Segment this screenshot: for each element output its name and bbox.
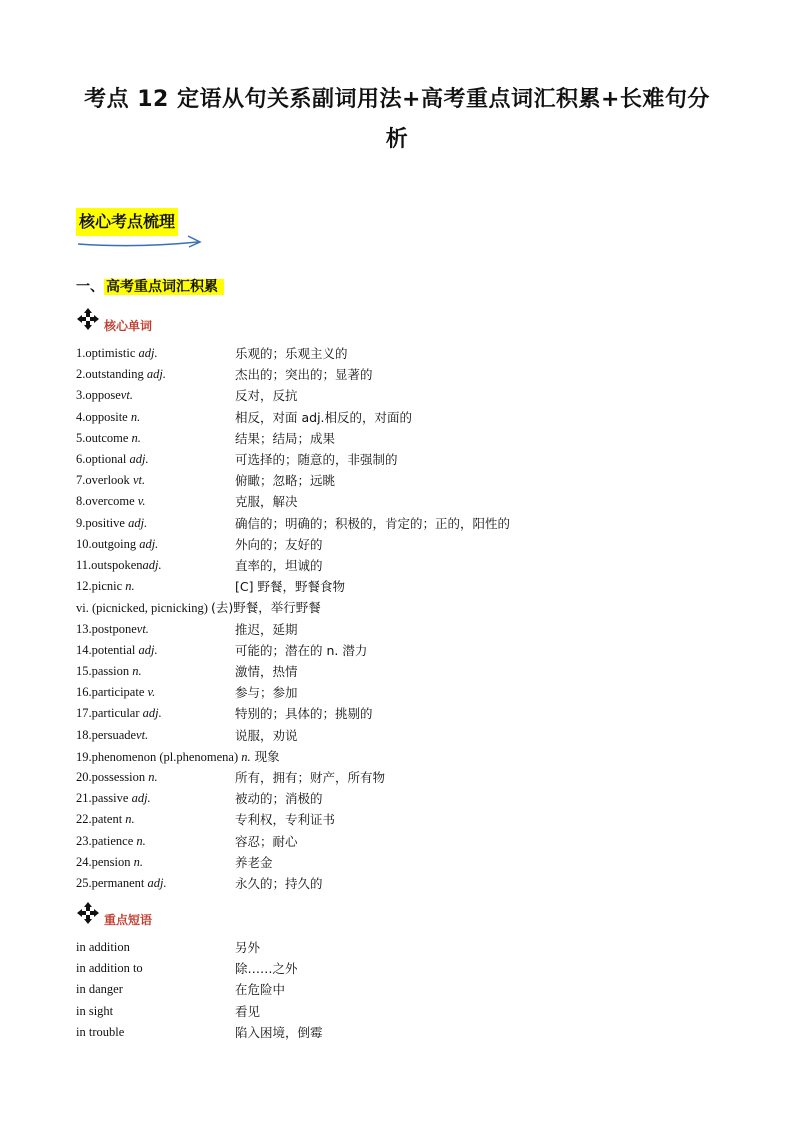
vocab-word — [76, 767, 158, 788]
phrase-text: in sight — [76, 1003, 114, 1018]
vocab-word — [76, 750, 251, 764]
vocab-word-text: 14.potential — [76, 642, 139, 657]
vocab-word — [76, 873, 167, 894]
part-of-speech: n. — [130, 409, 141, 424]
vocab-word — [76, 534, 158, 555]
part-of-speech: n. — [131, 430, 141, 445]
vocab-word — [76, 852, 143, 873]
vocab-word-text: 23.patience — [76, 833, 137, 848]
part-of-speech: n. — [133, 854, 144, 869]
vocab-word-text: 25.permanent — [76, 876, 148, 890]
part-of-speech: v. — [147, 685, 156, 700]
vocab-meaning: 参与；参加 — [235, 685, 298, 701]
vocab-meaning: 被动的；消极的 — [235, 791, 323, 807]
section-heading — [76, 276, 224, 298]
vocab-word-text: 11.outspoken — [76, 558, 143, 572]
badge-label: 核心考点梳理 — [76, 208, 178, 236]
vocab-meaning: 乐观的；乐观主义的 — [235, 346, 348, 361]
vocab-word-text: 2.outstanding — [76, 367, 147, 382]
vocab-word — [76, 601, 211, 615]
part-of-speech: n. — [132, 664, 142, 678]
vocab-word — [76, 385, 133, 406]
vocab-word — [76, 576, 135, 597]
vocab-word-text: 7.overlook — [76, 473, 133, 488]
part-of-speech: n. — [136, 833, 146, 848]
vocab-meaning: 容忍；耐心 — [235, 833, 298, 849]
vocab-heading-label: 核心单词 — [104, 318, 153, 333]
vocab-meaning: 可能的；潜在的 n. 潜力 — [235, 642, 368, 658]
vocab-meaning: 克服，解决 — [235, 494, 298, 510]
vocab-word-text: 16.participate — [76, 685, 148, 700]
vocab-word-text: 13.postpone — [76, 621, 137, 636]
part-of-speech: v. — [137, 494, 146, 509]
vocab-word — [76, 809, 135, 830]
vocab-word-text: 21.passive — [76, 791, 132, 806]
vocab-word — [76, 343, 158, 364]
vocab-row — [76, 746, 280, 767]
vocab-word — [76, 364, 166, 385]
part-of-speech: n. — [148, 770, 158, 784]
title-line-1: 考点 12 定语从句关系副词用法+高考重点词汇积累+长难句分 — [84, 87, 710, 112]
vocab-word-text: 17.particular — [76, 706, 143, 721]
vocab-meaning: 确信的；明确的；积极的，肯定的；正的，阳性的 — [235, 515, 511, 531]
vocab-word-text: 5.outcome — [76, 430, 132, 445]
vocab-word — [76, 555, 162, 576]
vocab-word — [76, 703, 162, 724]
part-of-speech: adj. — [129, 452, 149, 466]
phrase-meaning: 除……之外 — [235, 961, 298, 977]
vocab-word — [76, 407, 140, 428]
vocab-word-text: 20.possession — [76, 770, 149, 784]
vocab-subheading — [76, 306, 152, 332]
vocab-word — [76, 640, 158, 661]
core-points-badge — [76, 208, 206, 248]
section-prefix: 一、 — [76, 279, 104, 295]
vocab-word-text: 19.phenomenon (pl.phenomena) — [76, 749, 242, 764]
part-of-speech: n. — [125, 579, 135, 594]
part-of-speech: vt. — [120, 388, 133, 403]
part-of-speech: adj. — [138, 346, 158, 360]
part-of-speech: adj. — [131, 791, 151, 806]
vocab-word-text: 1.optimistic — [76, 346, 139, 360]
vocab-meaning: 专利权，专利证书 — [235, 812, 336, 828]
part-of-speech: adj. — [139, 536, 159, 551]
vocab-meaning: 杰出的；突出的；显著的 — [235, 367, 373, 383]
phrase-text: in trouble — [76, 1024, 125, 1039]
vocab-meaning: 特别的；具体的；挑剔的 — [235, 706, 373, 722]
part-of-speech: adj. — [146, 367, 166, 382]
vocab-word-text: 22.patent — [76, 812, 126, 827]
vocab-word — [76, 470, 145, 491]
vocab-meaning: 现象 — [250, 748, 280, 764]
part-of-speech: vt. — [132, 473, 146, 488]
vocab-word-text: 10.outgoing — [76, 536, 140, 551]
phrase-meaning: 陷入困境，倒霉 — [235, 1024, 323, 1040]
vocab-word — [76, 513, 147, 534]
part-of-speech: adj. — [142, 558, 162, 572]
vocab-word — [76, 449, 149, 470]
vocab-word — [76, 725, 148, 746]
vocab-meaning: 外向的；友好的 — [235, 536, 323, 552]
vocab-word — [76, 661, 142, 682]
vocab-word — [76, 619, 149, 640]
vocab-meaning: 相反，对面 adj.相反的，对面的 — [235, 409, 413, 425]
phrase-text: in addition to — [76, 961, 143, 976]
vocab-meaning: 推迟，延期 — [235, 621, 298, 637]
phrase-text: in addition — [76, 940, 130, 954]
part-of-speech: n. — [125, 812, 135, 827]
vocab-meaning: 养老金 — [235, 854, 273, 870]
vocab-word — [76, 491, 146, 512]
vocab-word-text: vi. (picnicked, picnicking) — [76, 601, 212, 616]
diamond-arrows-icon — [76, 901, 100, 925]
vocab-meaning: 俯瞰；忽略；远眺 — [235, 473, 336, 489]
part-of-speech: vt. — [136, 727, 149, 742]
vocab-word-text: 6.optional — [76, 452, 130, 466]
vocab-meaning: 直率的，坦诚的 — [235, 558, 323, 573]
section-label: 高考重点词汇积累 — [104, 279, 224, 295]
phrase-heading-label: 重点短语 — [104, 912, 153, 927]
vocab-word — [76, 428, 141, 449]
vocab-meaning: 激情，热情 — [235, 664, 298, 679]
vocab-row — [76, 597, 321, 618]
vocab-word-text: 3.oppose — [76, 388, 121, 403]
vocab-meaning: 反对，反抗 — [235, 388, 298, 404]
part-of-speech: adj. — [147, 876, 167, 890]
vocab-meaning: [C] 野餐，野餐食物 — [235, 579, 345, 595]
vocab-word-text: 9.positive — [76, 515, 129, 530]
vocab-word-text: 15.passion — [76, 664, 133, 678]
part-of-speech: vt. — [136, 621, 149, 636]
vocab-meaning: 结果；结局；成果 — [235, 430, 336, 446]
vocab-meaning: 永久的；持久的 — [235, 876, 323, 891]
part-of-speech: adj. — [138, 642, 158, 657]
vocab-word-text: 4.opposite — [76, 409, 131, 424]
title-line-2: 析 — [385, 127, 409, 152]
phrase-meaning: 另外 — [235, 940, 261, 955]
phrase-meaning: 看见 — [235, 1003, 261, 1019]
vocab-word-text: 12.picnic — [76, 579, 126, 594]
vocab-word-text: 24.pension — [76, 854, 134, 869]
phrase-subheading — [76, 900, 152, 926]
vocab-word — [76, 682, 155, 703]
phrase-meaning: 在危险中 — [235, 982, 286, 998]
vocab-meaning: 可选择的；随意的，非强制的 — [235, 452, 398, 467]
vocab-word-text: 18.persuade — [76, 727, 137, 742]
part-of-speech: adj. — [142, 706, 162, 721]
document-title — [60, 80, 734, 160]
vocab-word-text: 8.overcome — [76, 494, 138, 509]
part-of-speech: adj. — [128, 515, 148, 530]
vocab-word — [76, 788, 151, 809]
vocab-meaning: 说服，劝说 — [235, 727, 298, 743]
vocab-meaning: (去)野餐，举行野餐 — [211, 600, 321, 616]
diamond-arrows-icon — [76, 307, 100, 331]
vocab-word — [76, 831, 146, 852]
part-of-speech: n. — [241, 749, 251, 764]
vocab-meaning: 所有，拥有；财产，所有物 — [235, 770, 386, 785]
phrase-text: in danger — [76, 982, 123, 997]
